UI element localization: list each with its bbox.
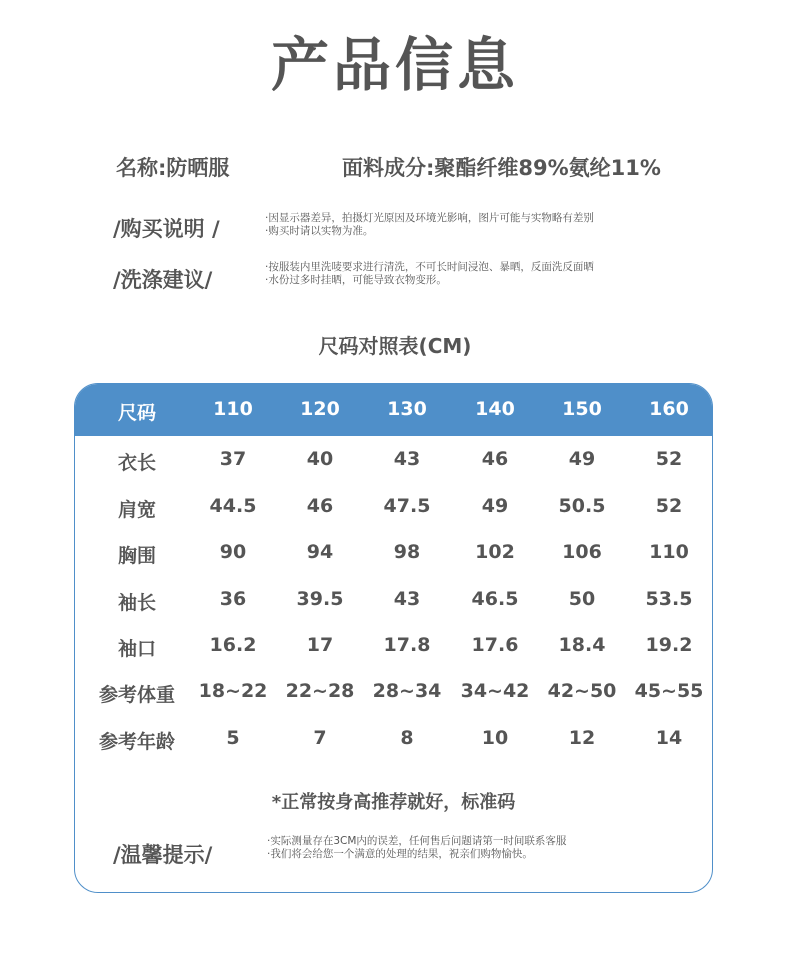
table-cell: 12 xyxy=(568,727,596,749)
table-cell: 52 xyxy=(655,448,683,470)
table-cell: 102 xyxy=(475,541,515,563)
row-label: 肩宽 xyxy=(117,499,156,521)
table-cell: 43 xyxy=(393,588,421,610)
header-size: 110 xyxy=(213,398,253,420)
purchase-note-line: ·因显示器差异，拍摄灯光原因及环境光影响，图片可能与实物略有差别 xyxy=(265,212,594,224)
table-cell: 37 xyxy=(219,448,247,470)
washing-note-line: ·水份过多时挂晒，可能导致衣物变形。 xyxy=(265,274,447,286)
table-cell: 10 xyxy=(481,727,509,749)
washing-notes xyxy=(265,261,594,287)
table-cell: 17.6 xyxy=(471,634,519,656)
table-cell: 90 xyxy=(219,541,247,563)
washing-label: /洗涤建议/ xyxy=(113,268,213,292)
table-cell: 45~55 xyxy=(634,680,704,702)
table-cell: 52 xyxy=(655,495,683,517)
table-cell: 43 xyxy=(393,448,421,470)
purchase-note-line: ·购买时请以实物为准。 xyxy=(265,225,374,237)
tips-note-line: ·实际测量存在3CM内的误差，任何售后问题请第一时间联系客服 xyxy=(267,835,567,847)
table-cell: 17.8 xyxy=(383,634,431,656)
page-title: 产品信息 xyxy=(270,31,519,99)
tips-label: /温馨提示/ xyxy=(113,843,213,867)
table-cell: 7 xyxy=(313,727,327,749)
size-chart-title: 尺码对照表(CM) xyxy=(318,334,472,358)
header-size: 150 xyxy=(562,398,602,420)
table-cell: 28~34 xyxy=(372,680,442,702)
table-cell: 22~28 xyxy=(285,680,355,702)
table-cell: 18~22 xyxy=(198,680,268,702)
fabric-composition: 面料成分:聚酯纤维89%氨纶11% xyxy=(342,156,661,180)
row-label: 参考体重 xyxy=(98,684,175,706)
table-cell: 106 xyxy=(562,541,602,563)
tips-note-line: ·我们将会给您一个满意的处理的结果，祝亲们购物愉快。 xyxy=(267,848,533,860)
table-cell: 110 xyxy=(649,541,689,563)
table-cell: 50 xyxy=(568,588,596,610)
purchase-label: /购买说明 / xyxy=(113,217,220,241)
table-cell: 47.5 xyxy=(383,495,431,517)
table-cell: 46 xyxy=(306,495,334,517)
row-label: 参考年龄 xyxy=(98,731,175,753)
header-size: 140 xyxy=(475,398,515,420)
table-cell: 17 xyxy=(306,634,334,656)
purchase-notes xyxy=(265,212,594,238)
header-size: 130 xyxy=(387,398,427,420)
size-footnote: *正常按身高推荐就好，标准码 xyxy=(271,792,516,813)
table-cell: 5 xyxy=(226,727,240,749)
table-cell: 18.4 xyxy=(558,634,606,656)
table-cell: 8 xyxy=(400,727,414,749)
row-label: 袖口 xyxy=(117,638,156,660)
table-cell: 98 xyxy=(393,541,421,563)
table-cell: 49 xyxy=(481,495,509,517)
table-cell: 36 xyxy=(219,588,247,610)
table-cell: 19.2 xyxy=(645,634,693,656)
row-label: 袖长 xyxy=(117,592,156,614)
size-table-card xyxy=(74,383,713,893)
table-cell: 53.5 xyxy=(645,588,693,610)
table-cell: 44.5 xyxy=(209,495,257,517)
product-name: 名称:防晒服 xyxy=(116,156,230,180)
tips-notes xyxy=(267,835,566,861)
table-cell: 49 xyxy=(568,448,596,470)
table-cell: 50.5 xyxy=(558,495,606,517)
header-size-label: 尺码 xyxy=(117,402,156,424)
table-cell: 40 xyxy=(306,448,334,470)
table-cell: 34~42 xyxy=(460,680,530,702)
table-cell: 39.5 xyxy=(296,588,344,610)
table-cell: 94 xyxy=(306,541,334,563)
row-label: 胸围 xyxy=(117,545,156,567)
table-cell: 46 xyxy=(481,448,509,470)
row-label: 衣长 xyxy=(117,452,156,474)
table-cell: 42~50 xyxy=(547,680,617,702)
header-size: 120 xyxy=(300,398,340,420)
table-cell: 16.2 xyxy=(209,634,257,656)
header-size: 160 xyxy=(649,398,689,420)
size-table-header xyxy=(75,384,712,436)
table-cell: 46.5 xyxy=(471,588,519,610)
table-cell: 14 xyxy=(655,727,683,749)
washing-note-line: ·按服装内里洗唛要求进行清洗，不可长时间浸泡、暴晒，反面洗反面晒 xyxy=(265,261,594,273)
